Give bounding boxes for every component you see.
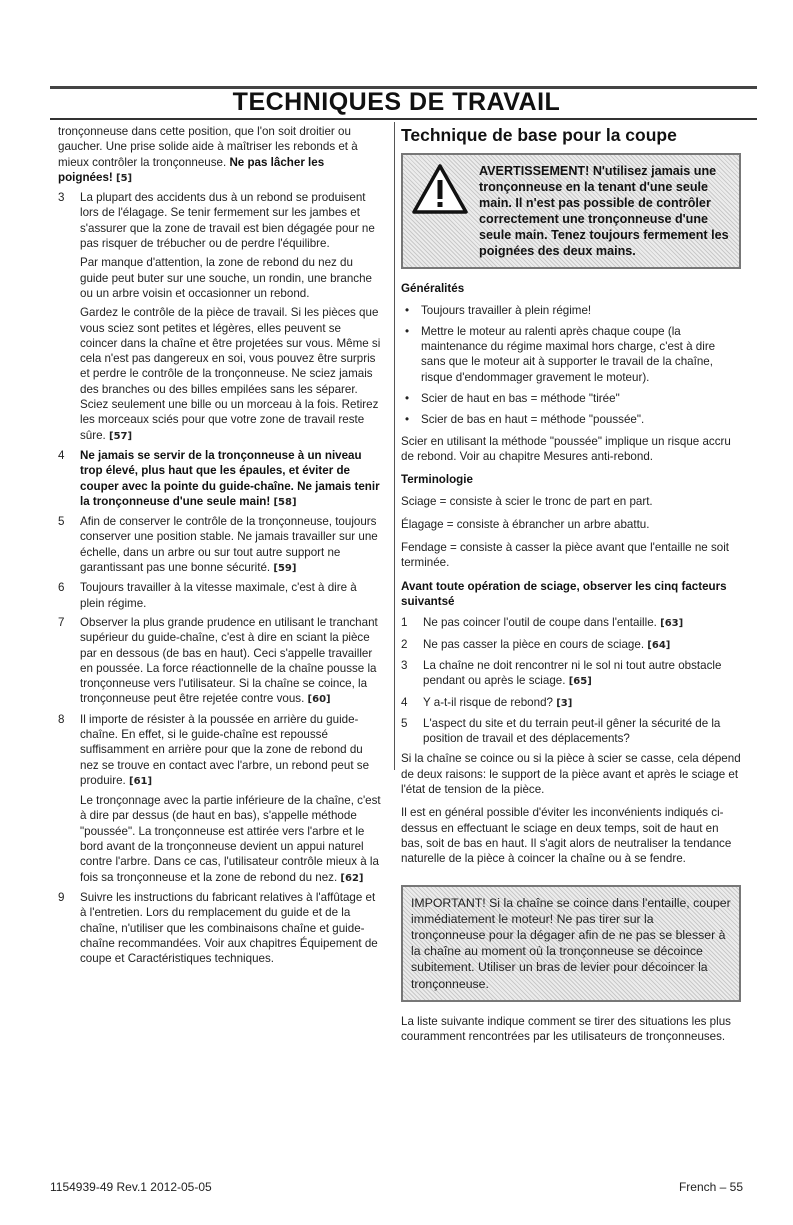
warning-triangle-icon <box>411 163 469 259</box>
list-item-7: 7 Observer la plus grande prudence en utilisant le tranchant supérieur du guide-chaîne, c'est à dire en sciant la pièce par en dessous (de bas en haut). Ceci s'appelle travailler en poussée. La force réactionnelle de la chaîne pousse la tronçonneuse vers l'utilisateur. Si la chaîne se coince, la tronçonneuse peut être rejetée contre vous. [60] <box>58 615 378 706</box>
list-item-5: 5 Afin de conserver le contrôle de la tronçonneuse, toujours conserver une position stable. Ne jamais travailler sur une échelle, dans un arbre ou sur tout autre support ne garantissant pas une bonne sécurité. [59] <box>58 515 378 575</box>
footer-doc-number: 1154939-49 Rev.1 2012-05-05 <box>50 1180 212 1194</box>
term-sciage: Sciage = consiste à scier le tronc de part en part. <box>401 494 653 508</box>
item-number: 4 <box>58 448 65 462</box>
figure-ref: [62] <box>340 872 364 884</box>
figure-ref: [58] <box>273 496 297 508</box>
intro-bold-warning: Ne pas lâcher les poignées! <box>58 155 325 184</box>
bullet-icon: • <box>405 303 410 317</box>
poussee-note: Scier en utilisant la méthode "poussée" implique un risque accru de rebond. Voir au chapitre Mesures anti-rebond. <box>401 434 731 463</box>
figure-ref: [65] <box>568 676 592 688</box>
paragraph: Si la chaîne se coince ou si la pièce à scier se casse, cela dépend de deux raisons: le support de la pièce avant et après le sciage et l'état de tension de la pièce. <box>401 752 741 797</box>
left-column <box>58 124 381 970</box>
bullet-icon: • <box>405 413 410 427</box>
term-fendage: Fendage = consiste à casser la pièce avant que l'entaille ne soit terminée. <box>401 541 730 570</box>
list-item-8: 8 Il importe de résister à la poussée en arrière du guide-chaîne. En effet, si le guide-chaîne est repoussé suffisamment en arrière pour que la zone de rebond du nez se trouve en contact avec l'arbre, un rebond peut se produire. [61] <box>58 712 370 787</box>
intro-paragraph: tronçonneuse dans cette position, que l'on soit droitier ou gaucher. Une prise solide aide à maîtriser les rebonds et à mieux contrôler la tronçonneuse. Ne pas lâcher les poignées! [5] <box>58 125 358 184</box>
closing-paragraph: La liste suivante indique comment se tirer des situations les plus couramment rencontrées par les utilisateurs de tronçonneuses. <box>401 1014 731 1044</box>
warning-box <box>401 153 741 269</box>
section-title: Technique de base pour la coupe <box>401 125 677 145</box>
generalites-heading: Généralités <box>401 282 465 296</box>
bullet-icon: • <box>405 392 410 406</box>
item-number: 3 <box>58 191 65 205</box>
list-item-4: 4 Ne jamais se servir de la tronçonneuse à un niveau trop élevé, plus haut que les épaules, et éviter de couper avec la pointe du guide-chaîne. Ne jamais tenir la tronçonneuse d'une seule main! [58] <box>58 448 380 508</box>
list-item-8-continuation: Le tronçonnage avec la partie inférieure de la chaîne, c'est à dire par dessus (de haut en bas), s'appelle méthode "poussée". La tronçonneuse est attirée vers l'arbre et le bord avant de la tronçonneuse devient un appui naturel contre l'arbre. Dans ce cas, l'utilisateur contrôle mieux à la fois sa tronçonneuse et la zone de rebond du nez. [62] <box>80 794 381 884</box>
paragraph: Il est en général possible d'éviter les inconvénients indiqués ci-dessus en effectuant le sciage en deux temps, soit de haut en bas, soit de bas en haut. Il s'agit alors de neutraliser la tendance naturelle de la pièce à coincer la chaîne ou à se fendre. <box>401 806 732 866</box>
bullet-icon: • <box>405 324 410 338</box>
terminologie-heading: Terminologie <box>401 473 473 487</box>
figure-ref: [59] <box>273 563 297 575</box>
list-item: 4 Y a-t-il risque de rebond? [3] <box>401 695 573 709</box>
figure-ref: [60] <box>307 694 331 706</box>
list-item: • Scier de haut en bas = méthode "tirée" <box>405 392 620 406</box>
list-item: 3 La chaîne ne doit rencontrer ni le sol ni tout autre obstacle pendant ou après le sciage. [65] <box>401 658 722 688</box>
figure-ref: [5] <box>116 172 133 184</box>
figure-ref: [64] <box>647 639 671 651</box>
term-elagage: Élagage = consiste à ébrancher un arbre abattu. <box>401 517 650 531</box>
column-divider <box>394 122 395 770</box>
figure-ref: [63] <box>660 618 684 630</box>
list-item-6: 6 Toujours travailler à la vitesse maximale, c'est à dire à plein régime. <box>58 581 357 610</box>
figure-ref: [3] <box>556 697 573 709</box>
item-number: 8 <box>58 712 65 726</box>
facteurs-heading: Avant toute opération de sciage, observer les cinq facteurs suivantsé <box>401 579 727 609</box>
warning-text: AVERTISSEMENT! N'utilisez jamais une tronçonneuse en la tenant d'une seule main. Il n'est pas possible de contrôler correctement une tronçonneuse d'une seule main. Tenez toujours fermement les poignées des deux mains. <box>479 164 729 259</box>
item-number: 7 <box>58 615 65 629</box>
important-box: IMPORTANT! Si la chaîne se coince dans l'entaille, couper immédiatement le moteur! Ne pas tirer sur la tronçonneuse pour la dégager afin de ne pas se blesser à la chaîne au moment où la tronçonneuse se décoince subitement. Utiliser un bras de levier pour décoincer la tronçonneuse. <box>401 885 741 1002</box>
list-item: 1 Ne pas coincer l'outil de coupe dans l'entaille. [63] <box>401 616 684 630</box>
list-item-9: 9 Suivre les instructions du fabricant relatives à l'affûtage et à l'entretien. Lors du remplacement du guide et de la chaîne, n'utiliser que les combinaisons chaîne et guide-chaîne recommandées. Voir aux chapitres Équipement de coupe et Caractéristiques techniques. <box>58 890 378 966</box>
footer-page-number: French – 55 <box>678 1180 743 1194</box>
figure-ref: [57] <box>109 430 133 442</box>
right-column <box>401 124 741 1052</box>
list-item-3: 3 La plupart des accidents dus à un rebond se produisent lors de l'élagage. Se tenir fermement sur les jambes et s'assurer que la zone de travail est bien dégagée pour ne pas risquer de trébucher ou de perdre l'équilibre. Par manque d'attention, la zone de rebond du nez du guide peut buter sur une souche, un rondin, une branche ou un arbre voisin et occasionner un rebond. Gardez le contrôle de la pièce de travail. Si les pièces que vous sciez sont petites et légères, elles peuvent se coincer dans la chaîne et être projetées sur vous. Même si cela n'est pas dangereux en soi, vous pouvez être surpris et perdre le contrôle de la tronçonneuse. Ne sciez jamais des branches ou des billes empilées sans les séparer. Sciez seulement une bille ou un morceau à la fois. Retirez les morceaux sciés pour que votre zone de travail reste sûre. [57] <box>58 191 381 442</box>
list-item: • Mettre le moteur au ralenti après chaque coupe (la maintenance du régime maximal hors charge, c'est à dire sans que le moteur ait à supporter le travail de la chaîne, risque d'endommager gravement le moteur). <box>405 324 716 384</box>
item-number: 5 <box>58 515 65 529</box>
list-item: • Toujours travailler à plein régime! <box>405 303 592 317</box>
figure-ref: [61] <box>129 775 153 787</box>
item-number: 6 <box>58 581 65 595</box>
list-item: • Scier de bas en haut = méthode "poussée". <box>405 413 645 427</box>
item-number: 9 <box>58 890 65 904</box>
list-item: 2 Ne pas casser la pièce en cours de sciage. [64] <box>401 637 671 651</box>
list-item: 5 L'aspect du site et du terrain peut-il gêner la sécurité de la position de travail et des déplacements? <box>401 716 721 746</box>
page-title: TECHNIQUES DE TRAVAIL <box>232 88 561 116</box>
header-bottom-rule <box>50 118 757 120</box>
